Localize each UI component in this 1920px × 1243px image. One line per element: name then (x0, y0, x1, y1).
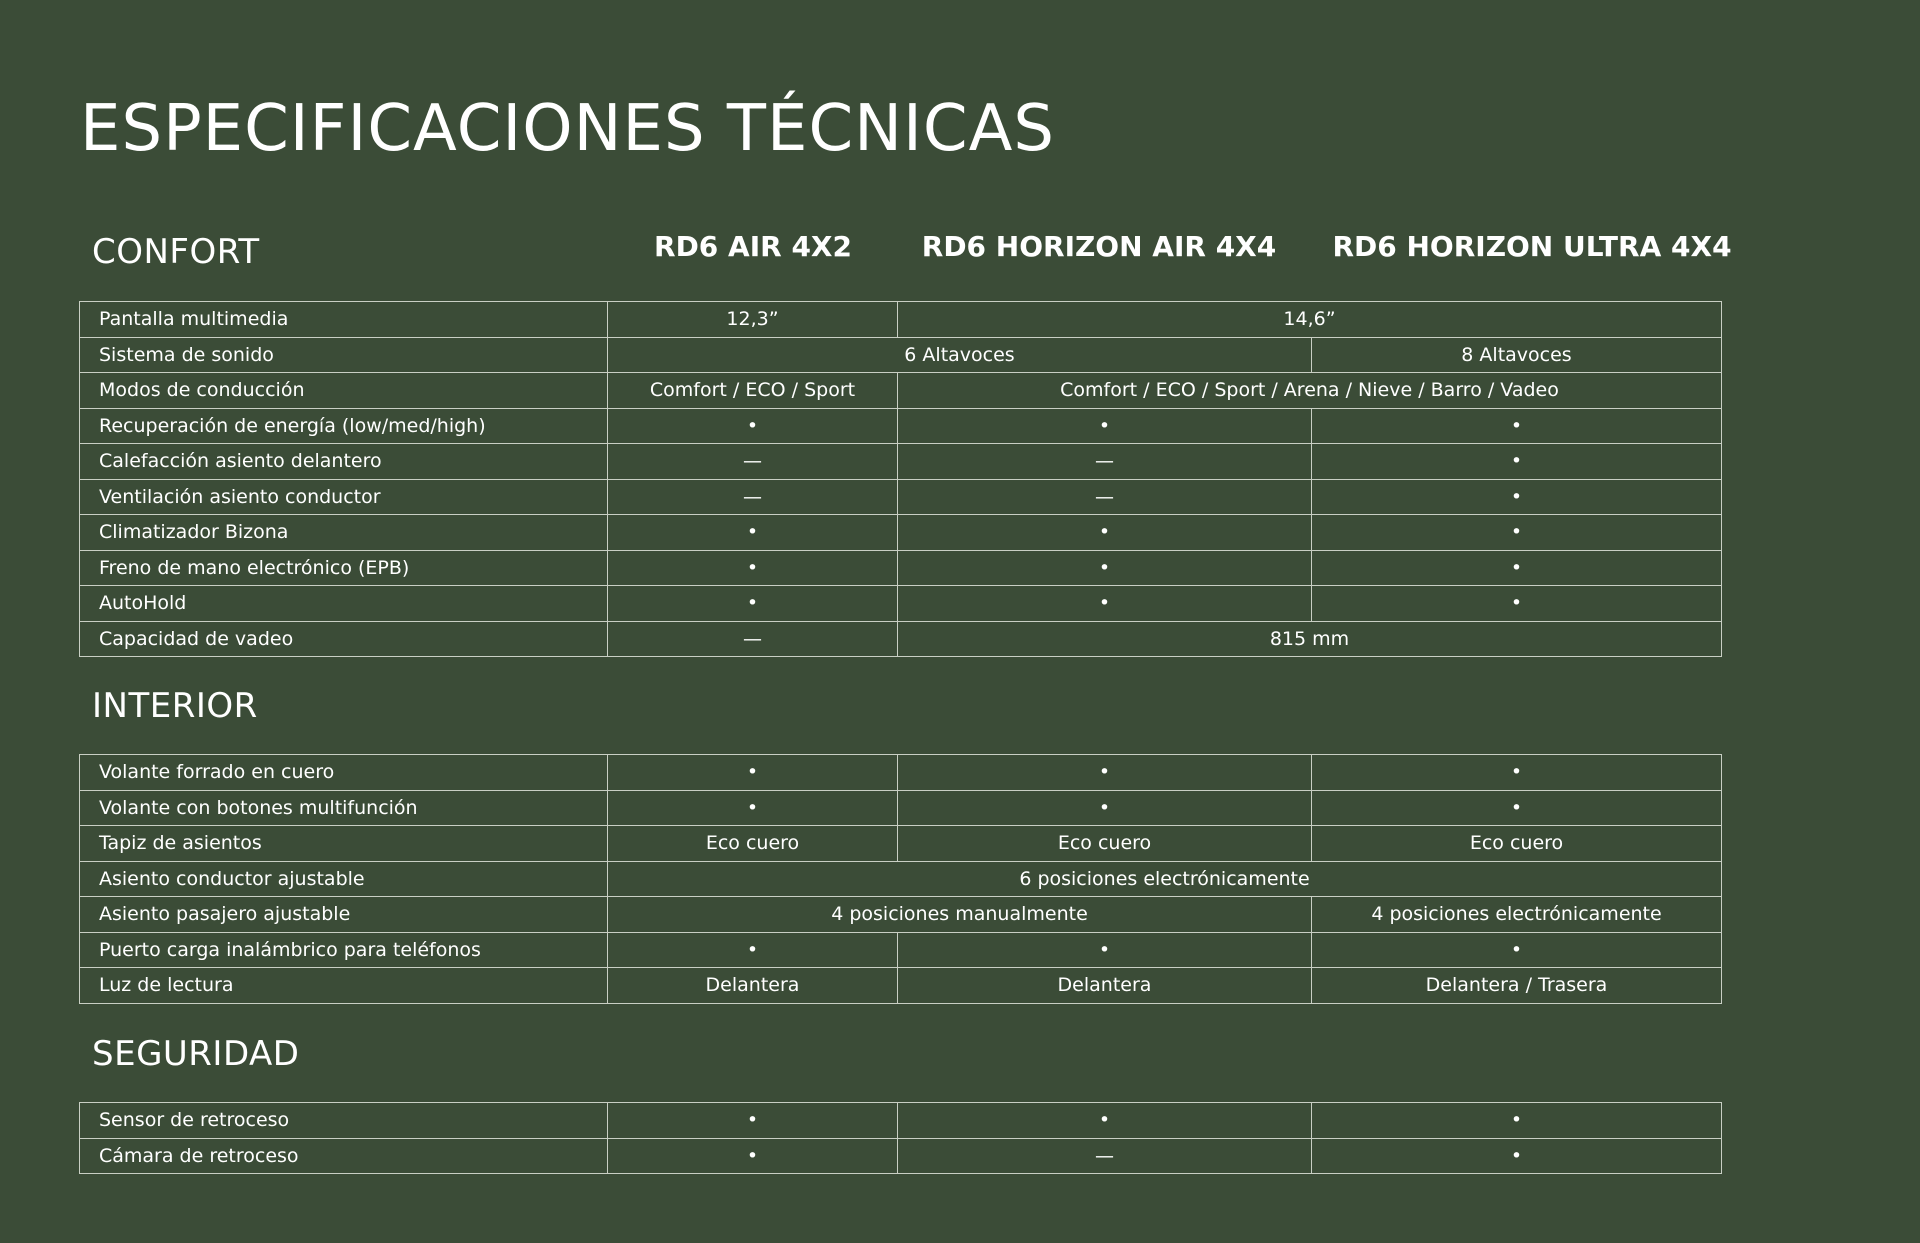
table-cell: 815 mm (898, 621, 1722, 657)
table-row (80, 444, 1722, 480)
table-row (80, 621, 1722, 657)
table-cell: • (898, 408, 1312, 444)
table-cell: • (1312, 1103, 1722, 1139)
table-cell: • (608, 1103, 898, 1139)
table-cell: • (1312, 515, 1722, 551)
row-label: Modos de conducción (80, 373, 608, 409)
table-cell: • (1312, 932, 1722, 968)
table-row (80, 586, 1722, 622)
table-cell: Comfort / ECO / Sport / Arena / Nieve / Barro / Vadeo (898, 373, 1722, 409)
table-cell: — (898, 444, 1312, 480)
table-cell: • (898, 515, 1312, 551)
seguridad-table (79, 1102, 1722, 1174)
table-cell: 14,6” (898, 302, 1722, 338)
table-cell: • (898, 586, 1312, 622)
table-cell: • (1312, 444, 1722, 480)
table-cell: • (608, 755, 898, 791)
section-title-confort: CONFORT (92, 232, 260, 272)
table-row (80, 1138, 1722, 1174)
table-row (80, 373, 1722, 409)
table-cell: • (1312, 790, 1722, 826)
row-label: Tapiz de asientos (80, 826, 608, 862)
row-label: Recuperación de energía (low/med/high) (80, 408, 608, 444)
table-cell: • (898, 932, 1312, 968)
table-row (80, 826, 1722, 862)
table-cell: — (608, 621, 898, 657)
row-label: Puerto carga inalámbrico para teléfonos (80, 932, 608, 968)
table-cell: • (1312, 755, 1722, 791)
row-label: Ventilación asiento conductor (80, 479, 608, 515)
table-cell: • (1312, 586, 1722, 622)
table-cell: • (1312, 550, 1722, 586)
row-label: Volante con botones multifunción (80, 790, 608, 826)
table-row (80, 302, 1722, 338)
table-cell: Delantera / Trasera (1312, 968, 1722, 1004)
table-cell: Eco cuero (608, 826, 898, 862)
row-label: Sensor de retroceso (80, 1103, 608, 1139)
table-row (80, 897, 1722, 933)
interior-table (79, 754, 1722, 1004)
table-row (80, 755, 1722, 791)
table-cell: • (898, 550, 1312, 586)
table-cell: Delantera (608, 968, 898, 1004)
table-cell: — (608, 444, 898, 480)
table-row (80, 479, 1722, 515)
table-row (80, 790, 1722, 826)
row-label: AutoHold (80, 586, 608, 622)
section-title-seguridad: SEGURIDAD (92, 1034, 300, 1074)
table-cell: — (898, 1138, 1312, 1174)
column-header-rd6-air-4x2: RD6 AIR 4X2 (654, 230, 852, 263)
column-headers (0, 230, 1920, 274)
table-row (80, 861, 1722, 897)
column-header-rd6-horizon-air-4x4: RD6 HORIZON AIR 4X4 (921, 230, 1277, 263)
table-cell: 8 Altavoces (1312, 337, 1722, 373)
table-cell: Eco cuero (1312, 826, 1722, 862)
table-cell: • (608, 550, 898, 586)
page-title: ESPECIFICACIONES TÉCNICAS (80, 92, 1055, 166)
table-cell: • (608, 586, 898, 622)
row-label: Capacidad de vadeo (80, 621, 608, 657)
table-cell: Delantera (898, 968, 1312, 1004)
row-label: Cámara de retroceso (80, 1138, 608, 1174)
table-cell: 4 posiciones electrónicamente (1312, 897, 1722, 933)
table-cell: • (608, 790, 898, 826)
table-cell: — (898, 479, 1312, 515)
table-cell: • (898, 755, 1312, 791)
row-label: Sistema de sonido (80, 337, 608, 373)
table-cell: 6 Altavoces (608, 337, 1312, 373)
confort-table (79, 301, 1722, 657)
column-header-rd6-horizon-ultra-4x4: RD6 HORIZON ULTRA 4X4 (1332, 230, 1732, 263)
table-cell: • (608, 1138, 898, 1174)
row-label: Luz de lectura (80, 968, 608, 1004)
table-row (80, 932, 1722, 968)
section-title-interior: INTERIOR (92, 686, 258, 726)
row-label: Asiento pasajero ajustable (80, 897, 608, 933)
table-cell: 4 posiciones manualmente (608, 897, 1312, 933)
table-row (80, 515, 1722, 551)
table-cell: • (1312, 1138, 1722, 1174)
table-cell: • (898, 790, 1312, 826)
table-cell: — (608, 479, 898, 515)
table-row (80, 1103, 1722, 1139)
table-cell: • (608, 515, 898, 551)
row-label: Asiento conductor ajustable (80, 861, 608, 897)
table-cell: • (898, 1103, 1312, 1139)
table-cell: Comfort / ECO / Sport (608, 373, 898, 409)
table-row (80, 408, 1722, 444)
row-label: Volante forrado en cuero (80, 755, 608, 791)
table-cell: • (608, 932, 898, 968)
table-cell: • (608, 408, 898, 444)
table-cell: • (1312, 479, 1722, 515)
row-label: Freno de mano electrónico (EPB) (80, 550, 608, 586)
row-label: Pantalla multimedia (80, 302, 608, 338)
table-row (80, 337, 1722, 373)
table-cell: Eco cuero (898, 826, 1312, 862)
row-label: Climatizador Bizona (80, 515, 608, 551)
table-row (80, 968, 1722, 1004)
table-cell: • (1312, 408, 1722, 444)
table-cell: 6 posiciones electrónicamente (608, 861, 1722, 897)
row-label: Calefacción asiento delantero (80, 444, 608, 480)
table-row (80, 550, 1722, 586)
table-cell: 12,3” (608, 302, 898, 338)
